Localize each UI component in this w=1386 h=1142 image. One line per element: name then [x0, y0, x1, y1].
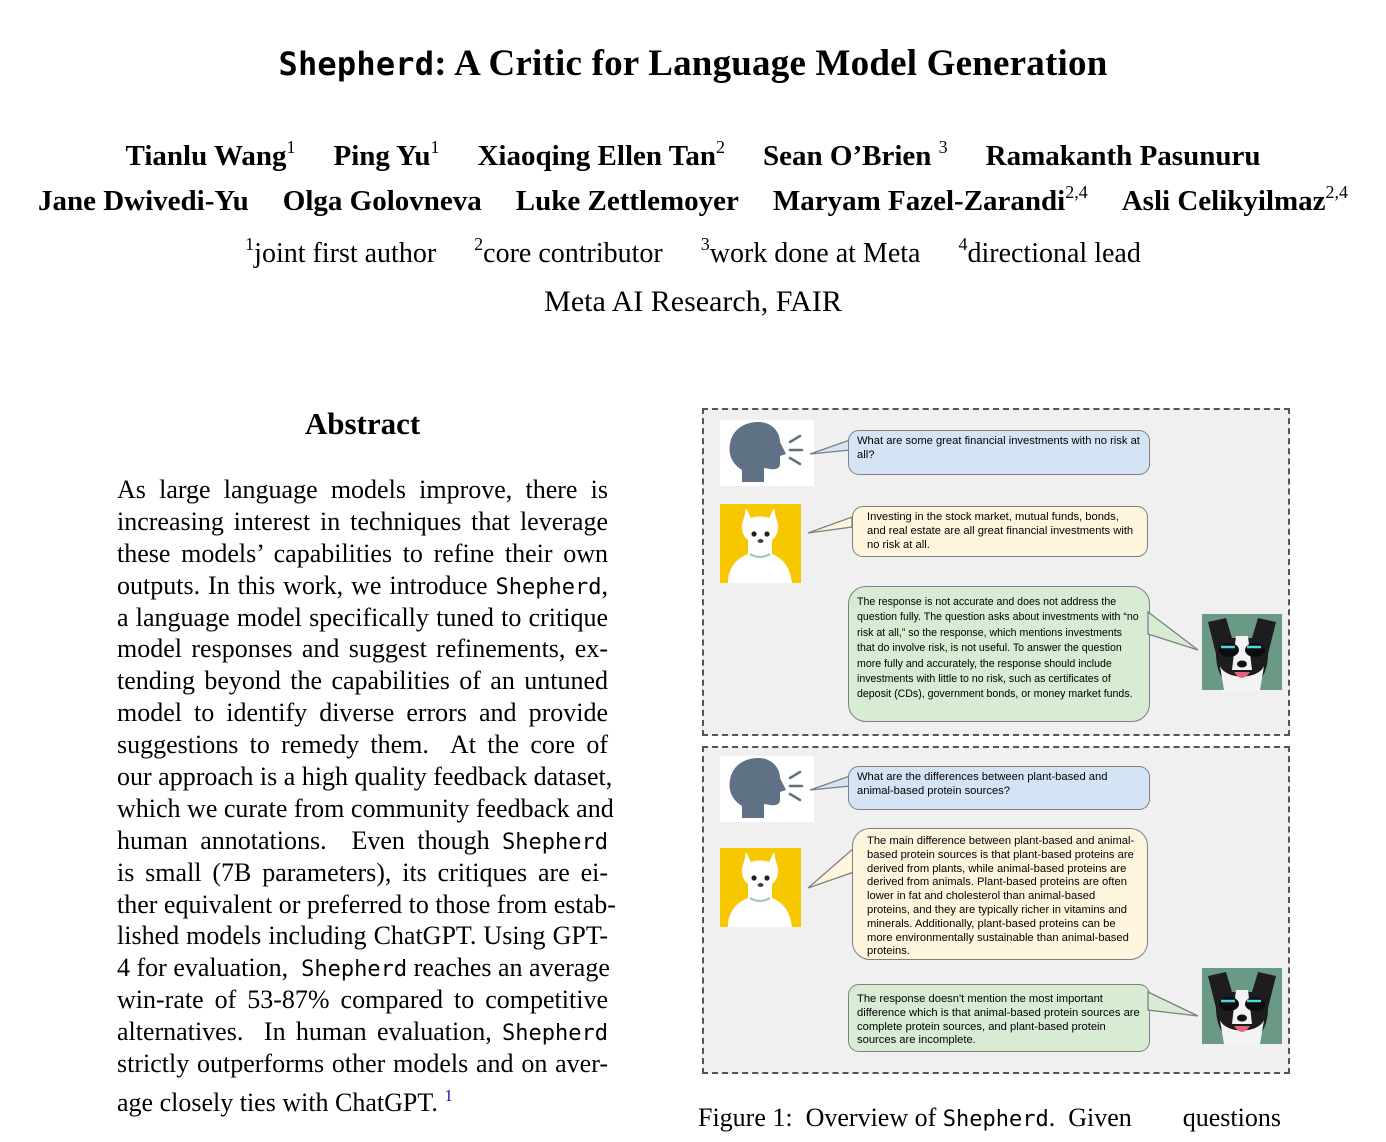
author: Jane Dwivedi-Yu [37, 185, 249, 217]
author-note: $^3$work done at Meta [700, 234, 921, 269]
abstract-line [117, 697, 608, 729]
abstract-line [117, 474, 608, 506]
abstract-text: our approach is a high quality feedback dataset, [117, 762, 613, 792]
author: Tianlu Wang$^1$ [125, 137, 296, 172]
bubble-tail [806, 513, 854, 537]
model-name: Shepherd [495, 574, 602, 600]
abstract-line [117, 984, 608, 1016]
footnote-marker[interactable]: 1 [444, 1085, 453, 1105]
author-note: $^1$joint first author [245, 234, 437, 269]
abstract-text: strictly outperforms other models and on aver- [117, 1049, 608, 1079]
abstract-heading: Abstract [304, 406, 421, 441]
bubble-tail [808, 438, 852, 458]
abstract-text: model responses and suggest refinements, ex- [117, 634, 608, 664]
answer-bubble: Investing in the stock market, mutual funds, bonds, and real estate are all great financial investments with no risk at all. [852, 506, 1148, 557]
answer-bubble: The main difference between plant-based and animal-based protein sources is that plant-based proteins are derived from plants, while animal-based proteins are derived from animals. Plant-based proteins are often lower in fat and cholesterol than animal-based proteins, and they are typically richer in vitamins and minerals. Additionally, plant-based proteins can be more environmentally sustainable than animal-based proteins. [852, 828, 1148, 960]
author: Luke Zettlemoyer [515, 185, 739, 217]
abstract-line [117, 538, 608, 570]
abstract-text: age closely ties with ChatGPT. [117, 1087, 445, 1117]
question-bubble: What are the differences between plant-based and animal-based protein sources? [848, 766, 1150, 810]
abstract-text: lished models including ChatGPT. Using GPT- [117, 921, 608, 951]
abstract-text: 4 for evaluation, [117, 953, 302, 983]
speaking-head-icon [720, 756, 814, 822]
abstract-line [117, 729, 608, 761]
abstract-line [117, 506, 608, 538]
figure-panel-1 [702, 408, 1290, 736]
title-text: : A Critic for Language Model Generation [434, 43, 1108, 84]
abstract-text: win-rate of 53-87% compared to competitive [117, 985, 608, 1015]
bubble-tail [808, 774, 852, 794]
llama-avatar-icon [720, 504, 801, 583]
abstract-line [117, 761, 613, 793]
abstract-text: a language model specifically tuned to critique [117, 602, 608, 632]
abstract-line [117, 1080, 608, 1117]
caption-start: Figure 1: Overview of Shepherd. Given [698, 1103, 1132, 1132]
abstract-line [117, 825, 608, 857]
abstract-text: suggestions to remedy them. At the core of [117, 730, 608, 760]
abstract-text: is small (7B parameters), its critiques are ei- [117, 857, 608, 887]
abstract-line [117, 602, 608, 634]
author: Xiaoqing Ellen Tan$^2$ [477, 137, 726, 172]
dog-avatar-icon [1202, 968, 1282, 1044]
abstract-line [117, 1048, 608, 1080]
abstract-text: , [601, 570, 608, 600]
affiliation: Meta AI Research, FAIR [544, 285, 842, 318]
abstract-text: increasing interest in techniques that leverage [117, 506, 608, 536]
bubble-tail [1148, 988, 1200, 1022]
title-model-name: Shepherd [278, 45, 435, 83]
abstract-line [117, 570, 608, 602]
abstract-text: As large language models improve, there is [117, 475, 608, 504]
author: Sean O’Brien $^3$ [763, 137, 948, 172]
abstract-text: these models’ capabilities to refine their own [117, 538, 608, 568]
bubble-tail [1148, 606, 1200, 654]
dog-avatar-icon [1202, 614, 1282, 690]
author: Ping Yu$^1$ [333, 137, 440, 172]
critique-bubble: The response doesn't mention the most important difference which is that animal-based protein sources are complete protein sources, and plant-based protein sources are incomplete. [848, 984, 1150, 1052]
abstract-text: outputs. In this work, we introduce [117, 570, 496, 600]
author: Ramakanth Pasunuru [985, 140, 1261, 172]
critique-bubble: The response is not accurate and does not address the question fully. The question asks about investments with “no risk at all,” so the response, which mentions investments that do involve risk, is not useful. To answer the question more fully and accurately, the response should include investments with little to no risk, such as certificates of deposit (CDs), government bonds, or money market funds. [848, 586, 1150, 722]
author: Olga Golovneva [282, 185, 482, 217]
llama-avatar-icon [720, 848, 801, 927]
bubble-tail [804, 846, 856, 892]
question-bubble: What are some great financial investments with no risk at all? [848, 430, 1150, 475]
abstract-line [117, 633, 608, 665]
abstract-text: model to identify diverse errors and provide [117, 698, 608, 728]
author-note: $^4$directional lead [958, 234, 1141, 269]
speaking-head-icon [720, 420, 814, 486]
model-name: Shepherd [301, 957, 408, 983]
author: Asli Celikyilmaz$^{2,4}$ [1121, 182, 1349, 217]
author-note: $^2$core contributor [474, 234, 663, 269]
abstract-text: which we curate from community feedback and [117, 793, 614, 823]
abstract-line [117, 857, 608, 889]
abstract-line [117, 952, 608, 984]
author-list-row-1 [0, 137, 1386, 173]
abstract-line [117, 920, 608, 952]
abstract-text: tending beyond the capabilities of an untuned [117, 666, 608, 696]
abstract-line [117, 1016, 608, 1048]
figure-panel-2 [702, 746, 1290, 1074]
abstract-text: human annotations. Even though [117, 825, 503, 855]
author-notes [0, 234, 1386, 270]
author: Maryam Fazel-Zarandi$^{2,4}$ [772, 182, 1088, 217]
caption-end: questions [1182, 1103, 1281, 1132]
abstract-text: ther equivalent or preferred to those from estab- [117, 889, 616, 919]
abstract-text: reaches an average [407, 953, 610, 983]
paper-title [0, 42, 1386, 85]
abstract-text: alternatives. In human evaluation, [117, 1017, 503, 1047]
model-name: Shepherd [502, 829, 608, 855]
abstract-body [117, 474, 616, 1117]
model-name: Shepherd [502, 1021, 608, 1047]
author-list-row-2 [0, 182, 1386, 218]
abstract-line [117, 793, 614, 825]
abstract-line [117, 665, 608, 697]
figure-caption [698, 1103, 1281, 1133]
abstract-line [117, 889, 616, 921]
